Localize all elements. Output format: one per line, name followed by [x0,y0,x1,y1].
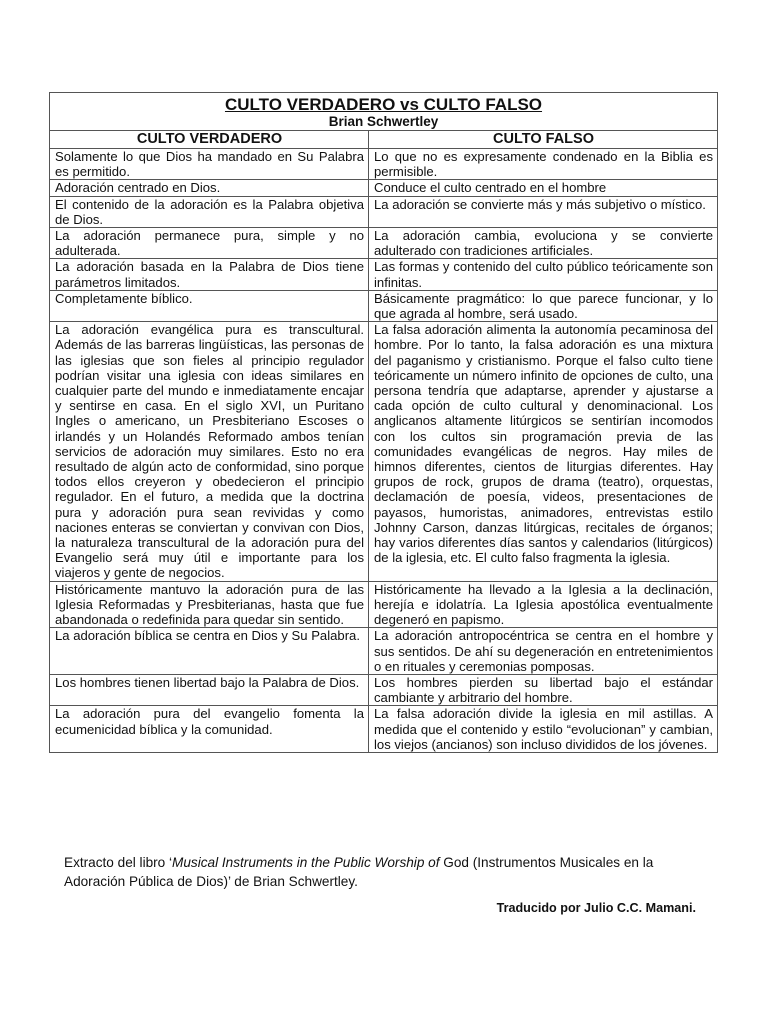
false-worship-cell: Conduce el culto centrado en el hombre [369,180,718,196]
footer-book-title: Musical Instruments in the Public Worship of [172,855,440,870]
table-row [50,706,718,753]
true-worship-cell: La adoración pura del evangelio fomenta la ecumenicidad bíblica y la comunidad. [50,706,369,753]
document-author: Brian Schwertley [328,114,439,129]
true-worship-cell: El contenido de la adoración es la Palabra objetiva de Dios. [50,196,369,227]
false-worship-cell: Históricamente ha llevado a la Iglesia a la declinación, herejía e idolatría. La Iglesia apostólica eventualmente degeneró en papismo. [369,581,718,628]
false-worship-cell: La adoración cambia, evoluciona y se convierte adulterado con tradiciones artificiales. [369,228,718,259]
table-row [50,180,718,196]
false-worship-cell: La falsa adoración alimenta la autonomía pecaminosa del hombre. Por lo tanto, la falsa adoración es una mixtura del paganismo y cristianismo. Porque el falso culto tiene teóricamente un número infinito de opciones de culto, una persona tendría que adaptarse, aprender y ajustarse a cada opción de culto cultural y denominacional. Los anglicanos altamente litúrgicos se sentirían incomodos con los cultos sin programación previa de las comunidades evangélicas de negros. Hay miles de himnos diferentes, cientos de liturgias diferentes. Hay grupos de rock, grupos de drama (teatro), orquestas, declamación de poesía, videos, presentaciones de payasos, humoristas, animadores, entrevistas estilo Johnny Carson, danzas litúrgicas, recitales de órganos; hay varios diferentes días santos y calendarios (litúrgicos) de la iglesia, etc. El culto falso fragmenta la iglesia. [369,322,718,581]
table-row [50,628,718,675]
true-worship-cell: Adoración centrado en Dios. [50,180,369,196]
footer-note [64,854,704,891]
true-worship-cell: La adoración evangélica pura es transcultural. Además de las barreras lingüísticas, las personas de las iglesias que son fieles al principio regulador podrían visitar una iglesia con ideas similares en cualquier parte del mundo e inmediatamente encajar y sentirse en casa. En el siglo XVI, un Puritano Ingles o americano, un Presbiteriano Escoses o irlandés y un Holandés Reformado ambos tenían servicios de adoración muy similares. Esto no era resultado de algún acto de conformidad, sino porque todos ellos creyeron y obedecieron el principio regulador. En el futuro, a medida que la doctrina pura y adoración pura sean revividas y como naciones enteras se conviertan y convivan con Dios, la naturaleza transcultural de la adoración pura del Evangelio será muy útil e importante para los viajeros y gente de negocios. [50,322,369,581]
translator-credit: Traducido por Julio C.C. Mamani. [496,901,696,915]
false-worship-cell: La adoración antropocéntrica se centra en el hombre y sus sentidos. De ahí su degeneración en entretenimientos o en rituales y ceremonias pomposas. [369,628,718,675]
table-row [50,674,718,705]
true-worship-cell: La adoración bíblica se centra en Dios y Su Palabra. [50,628,369,675]
false-worship-cell: La adoración se convierte más y más subjetivo o místico. [369,196,718,227]
table-row [50,581,718,628]
table-body [50,149,718,753]
true-worship-cell: Completamente bíblico. [50,290,369,321]
false-worship-cell: Los hombres pierden su libertad bajo el estándar cambiante y arbitrario del hombre. [369,674,718,705]
true-worship-cell: Solamente lo que Dios ha mandado en Su Palabra es permitido. [50,149,369,180]
table-row [50,228,718,259]
title-cell [50,93,718,131]
true-worship-cell: La adoración basada en la Palabra de Dios tiene parámetros limitados. [50,259,369,290]
title-row [50,93,718,131]
true-worship-cell: Los hombres tienen libertad bajo la Palabra de Dios. [50,674,369,705]
true-worship-cell: La adoración permanece pura, simple y no adulterada. [50,228,369,259]
false-worship-cell: Lo que no es expresamente condenado en la Biblia es permisible. [369,149,718,180]
document-title: CULTO VERDADERO vs CULTO FALSO [224,95,543,114]
column-header-false-worship: CULTO FALSO [369,131,718,149]
false-worship-cell: La falsa adoración divide la iglesia en mil astillas. A medida que el contenido y estilo “evolucionan” y cambian, los viejos (ancianos) son incluso divididos de los jóvenes. [369,706,718,753]
true-worship-cell: Históricamente mantuvo la adoración pura de las Iglesia Reformadas y Presbiterianas, hasta que fue abandonada o redefinida para quedar sin sentido. [50,581,369,628]
false-worship-cell: Las formas y contenido del culto público teóricamente son infinitas. [369,259,718,290]
column-header-row [50,131,718,149]
table-row [50,290,718,321]
table-row [50,322,718,581]
table-row [50,149,718,180]
table-row [50,259,718,290]
table-row [50,196,718,227]
footer-suffix: God (Instrumentos Musicales en la Adoración Pública de Dios)’ de Brian Schwertley. [64,855,654,889]
footer-prefix: Extracto del libro ‘ [64,855,173,870]
comparison-table [49,92,718,753]
false-worship-cell: Básicamente pragmático: lo que parece funcionar, y lo que agrada al hombre, será usado. [369,290,718,321]
column-header-true-worship: CULTO VERDADERO [50,131,369,149]
